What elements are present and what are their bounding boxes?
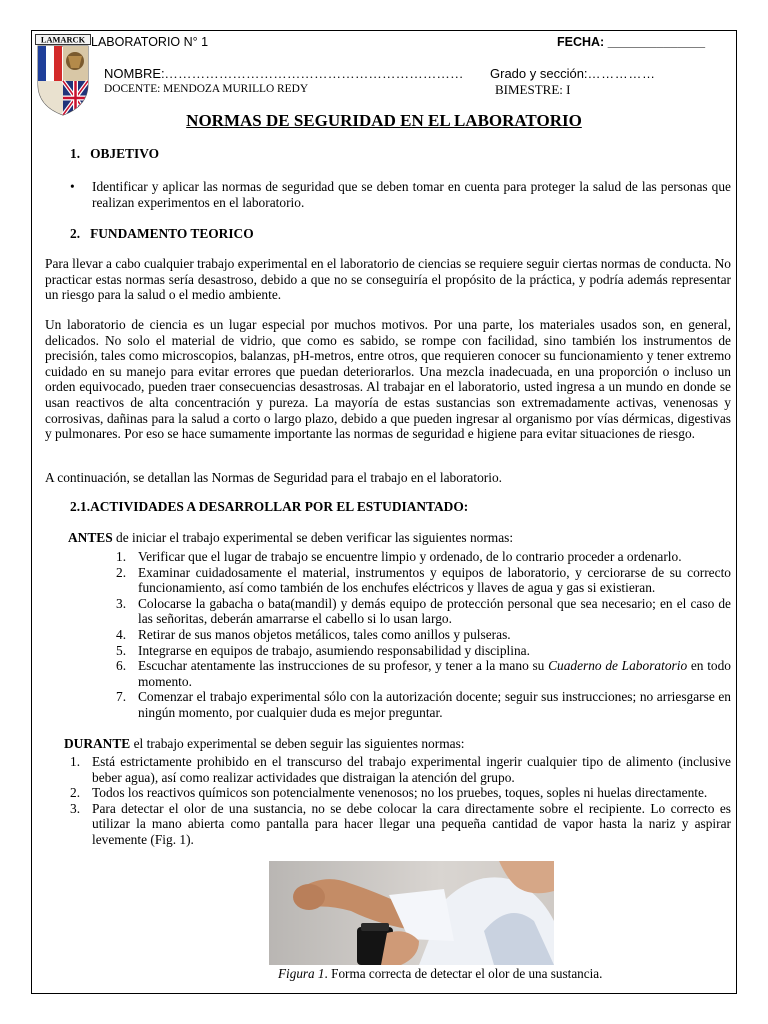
grade-label: Grado y sección: <box>490 66 588 81</box>
paragraph-continuation: A continuación, se detallan las Normas de Seguridad para el trabajo en el laboratorio. <box>45 470 502 485</box>
smelling-technique-illustration <box>269 861 554 965</box>
section-heading-objetivo: 1. OBJETIVO <box>70 146 160 161</box>
objective-bullet: Identificar y aplicar las normas de seguridad que se deben tomar en cuenta para proteger la salud de las personas que realizan experimentos en el laboratorio. <box>92 179 731 210</box>
name-label: NOMBRE: <box>104 66 165 81</box>
list-item: 4. Retirar de sus manos objetos metálicos, tales como anillos y pulseras. <box>116 626 511 642</box>
figure-caption-text: . Forma correcta de detectar el olor de una sustancia. <box>324 966 603 981</box>
document-title: NORMAS DE SEGURIDAD EN EL LABORATORIO <box>186 111 582 130</box>
school-crest-logo <box>35 34 91 116</box>
lab-number-label: LABORATORIO N° 1 <box>91 35 209 49</box>
teacher-name: DOCENTE: MENDOZA MURILLO REDY <box>104 83 309 95</box>
list-item: 7. Comenzar el trabajo experimental sólo con la autorización docente; seguir sus instrucciones; no arriesgarse en ningún momento, por cualquier duda es mejor preguntar. <box>116 689 731 720</box>
list-item: 3. Para detectar el olor de una sustancia, no se debe colocar la cara directamente sobre el recipiente. Lo correcto es utilizar la mano abierta como pantalla para hacer llegar una pequeña cantidad de vapor hasta la nariz y aspirar levemente (Fig. 1). <box>70 800 731 847</box>
durante-intro <box>64 736 465 752</box>
antes-intro <box>68 530 513 546</box>
figure-photo <box>269 861 554 965</box>
antes-rest: de iniciar el trabajo experimental se deben verificar las siguientes normas: <box>112 530 514 545</box>
bullet-dot: • <box>70 179 75 194</box>
svg-text:LAMARCK: LAMARCK <box>40 35 86 45</box>
term-label: BIMESTRE: I <box>495 82 571 97</box>
paragraph-lab-description: Un laboratorio de ciencia es un lugar especial por muchos motivos. Por una parte, los materiales usados son, en general, delicados. No solo el material de vidrio, que como es sabido, se rompe con facilidad, sino también los instrumentos de precisión, tales como microscopios, balanzas, pH-metros, entre otros, que requieren conocer su funcionamiento y tener extremo cuidado en su manejo para evitar errores que puedan deteriorarlos. Una mezcla inadecuada, en una proporción o incluso un orden equivocado, pueden traer consecuencias desastrosas. Al trabajar en el laboratorio, usted ingresa a un mundo en donde se usan reactivos de alta concentración y pureza. La mayoría de estas sustancias son extremadamente activas, venenosas y corrosivas, dañinas para la salud a corto o largo plazo, debido a que pueden ingresar al organismo por vías dérmicas, digestivas y pulmonares. Por eso se hace sumamente importante las normas de seguridad e higiene para evitar situaciones de riesgo. <box>45 317 731 442</box>
list-item: 1. Está estrictamente prohibido en el transcurso del trabajo experimental ingerir cualquier tipo de alimento (inclusive beber agua), así como realizar actividades que distraigan la atención del grupo. <box>70 754 731 785</box>
list-item: 2. Todos los reactivos químicos son potencialmente venenosos; no los pruebes, toques, soples ni huelas directamente. <box>70 785 708 801</box>
cuaderno-italic: Cuaderno de Laboratorio <box>548 658 688 674</box>
list-item: 1. Verificar que el lugar de trabajo se encuentre limpio y ordenado, de lo contrario proceder a ordenarlo. <box>116 549 682 564</box>
grade-field[interactable]: …………… <box>587 66 656 81</box>
antes-bold: ANTES <box>68 530 113 545</box>
date-field[interactable]: ______________ <box>607 35 706 49</box>
section-heading-fundamento: 2. FUNDAMENTO TEORICO <box>70 226 254 241</box>
paragraph-intro: Para llevar a cabo cualquier trabajo experimental en el laboratorio de ciencias se requiere seguir ciertas normas de conducta. No practicar estas normas sería desastroso, debido a que no se conseguiría el propósito de la práctica, y podría además representar un riesgo para la salud o el medio ambiente. <box>45 256 731 303</box>
durante-bold: DURANTE <box>64 736 131 751</box>
list-item: 6. Escuchar atentamente las instrucciones de su profesor, y tener a la mano su Cuaderno de Laboratorio en todo momento. <box>116 658 731 689</box>
durante-list <box>70 754 731 848</box>
grade-line <box>490 66 656 81</box>
list-item: 2. Examinar cuidadosamente el material, instrumentos y equipos de laboratorio, y cerciorarse de su correcto funcionamiento, así como también de los enchufes eléctricos y llaves de agua y gas si existieran. <box>116 564 731 596</box>
name-field[interactable]: ………………………………………………………… <box>164 66 464 81</box>
list-item: 3. Colocarse la gabacha o bata(mandil) y demás equipo de protección personal que sea necesario; en el caso de las señoritas, deberán amarrarse el cabello si lo usan largo. <box>116 595 731 627</box>
date-label <box>557 35 705 49</box>
date-label-text: FECHA: <box>557 35 605 49</box>
section-heading-actividades: 2.1.ACTIVIDADES A DESARROLLAR POR EL ESTUDIANTADO: <box>70 499 469 514</box>
antes-list <box>116 549 731 721</box>
name-line <box>104 66 464 82</box>
list-item: 5. Integrarse en equipos de trabajo, asumiendo responsabilidad y disciplina. <box>116 642 530 658</box>
figure-caption <box>278 966 602 982</box>
figure-label: Figura 1 <box>278 966 325 981</box>
durante-rest: el trabajo experimental se deben seguir las siguientes normas: <box>130 736 465 751</box>
